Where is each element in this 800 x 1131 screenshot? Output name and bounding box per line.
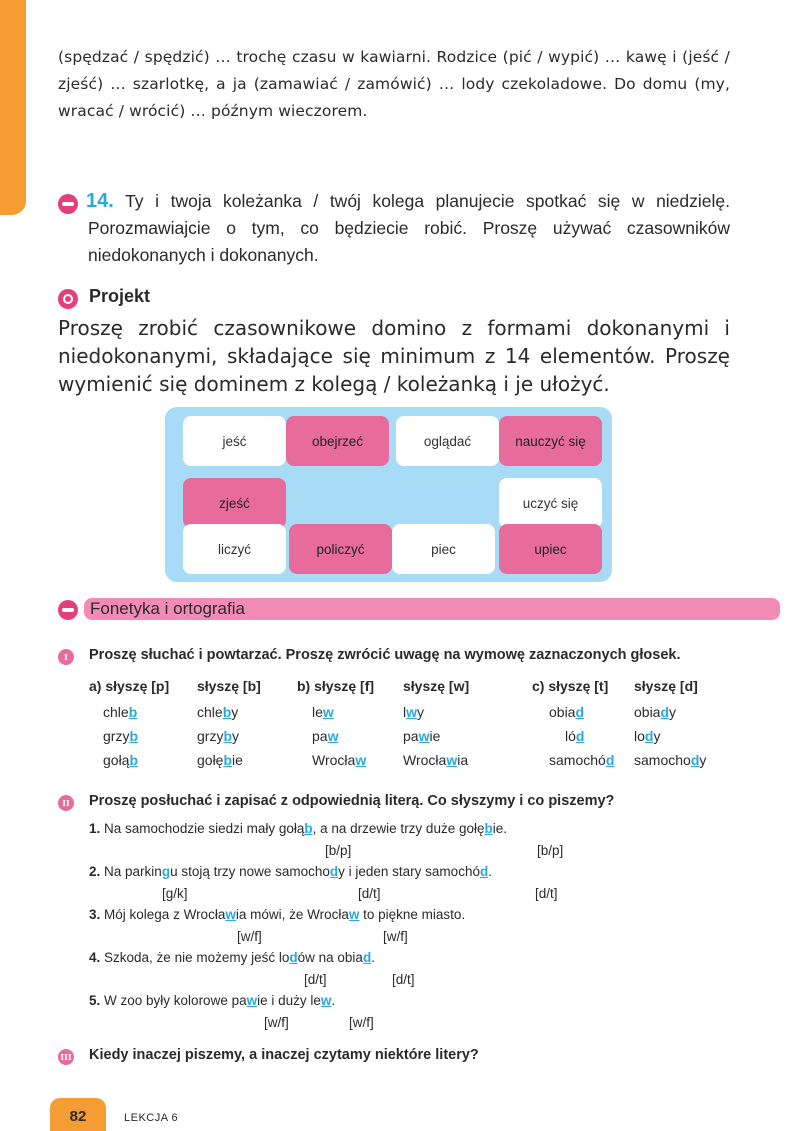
letter-options: [g/k] [162,886,188,901]
task-number-badge: II [58,795,74,811]
sentence: 2. Na parkingu stoją trzy nowe samochody i jeden stary samochód. [89,864,492,879]
column-header: słyszę [b] [197,678,261,694]
domino-tile: piec [392,524,495,574]
word-item: grzyb [103,728,139,744]
word-item: lwy [403,704,425,720]
task-3-instruction: Kiedy inaczej piszemy, a inaczej czytamy niektóre litery? [89,1047,479,1063]
sentence: 3. Mój kolega z Wrocławia mówi, że Wrocław to piękne miasto. [89,907,466,922]
project-title: Projekt [89,286,151,306]
column-header: c) słyszę [t] [532,678,609,694]
task-2-instruction: Proszę posłuchać i zapisać z odpowiednią literą. Co słyszymy i co piszemy? [89,793,615,809]
word-item: chleby [197,704,239,720]
column-header: słyszę [w] [403,678,470,694]
word-item: obiady [634,704,677,720]
column-header: b) słyszę [f] [297,678,375,694]
domino-tile: nauczyć się [499,416,602,466]
word-item: grzyby [197,728,240,744]
task-1-instruction: Proszę słuchać i powtarzać. Proszę zwrócić uwagę na wymowę zaznaczonych głosek. [89,647,681,663]
task-number-badge: I [58,649,74,665]
word-item: lody [634,728,661,744]
sentence: 1. Na samochodzie siedzi mały gołąb, a na drzewie trzy duże gołębie. [89,821,507,836]
letter-options: [d/t] [304,972,327,987]
word-item: gołębie [197,752,243,768]
sentence: 5. W zoo były kolorowe pawie i duży lew. [89,993,336,1008]
column-header: słyszę [d] [634,678,698,694]
domino-tile: jeść [183,416,286,466]
domino-board [165,407,612,582]
word-item: paw [312,728,339,744]
letter-options: [b/p] [325,843,352,858]
exercise-number: 14. [86,190,114,212]
exercise-14-text: Ty i twoja koleżanka / twój kolega planujecie spotkać się w niedzielę. Porozmawiajcie o tym, co będziecie robić. Proszę używać czasowników niedokonanych i dokonanych. [88,191,731,265]
letter-options: [b/p] [537,843,564,858]
word-item: chleb [103,704,138,720]
domino-tile: liczyć [183,524,286,574]
word-item: obiad [549,704,585,720]
word-item: pawie [403,728,441,744]
domino-tile: upiec [499,524,602,574]
gear-icon [58,289,78,309]
word-item: Wrocław [312,752,367,768]
word-item: lew [312,704,334,720]
section-title: Fonetyka i ortografia [84,598,780,620]
exercise-14 [58,188,730,269]
letter-options: [w/f] [264,1015,289,1030]
domino-tile: oglądać [396,416,499,466]
letter-options: [d/t] [358,886,381,901]
letter-options: [d/t] [535,886,558,901]
domino-tile: policzyć [289,524,392,574]
word-item: samochód [549,752,615,768]
word-item: samochody [634,752,707,768]
letter-options: [w/f] [349,1015,374,1030]
exercise-13-continuation: (spędzać / spędzić) … trochę czasu w kawiarni. Rodzice (pić / wypić) … kawę i (jeść / zjeść) … szarlotkę, a ja (zamawiać / zamówić) … lody czekoladowe. Do domu (my, wracać / wrócić) … późnym wieczorem. [58,48,730,120]
domino-tile: zjeść [183,478,286,528]
domino-tile: obejrzeć [286,416,389,466]
letter-options: [d/t] [392,972,415,987]
word-item: gołąb [103,752,139,768]
side-color-tab [0,0,26,215]
lesson-label: LEKCJA 6 [124,1112,179,1124]
word-item: lód [565,728,585,744]
speaking-icon [58,600,78,620]
project-text: Proszę zrobić czasownikowe domino z formami dokonanymi i niedokonanymi, składające się minimum z 14 elementów. Proszę wymienić się dominem z kolegą / koleżanką i je ułożyć. [58,316,730,396]
word-item: Wrocławia [403,752,469,768]
letter-options: [w/f] [383,929,408,944]
column-header: a) słyszę [p] [89,678,170,694]
domino-tile: uczyć się [499,478,602,528]
task-number-badge: III [58,1049,74,1065]
letter-options: [w/f] [237,929,262,944]
page-number: 82 [69,1108,87,1125]
sentence: 4. Szkoda, że nie możemy jeść lodów na obiad. [89,950,375,965]
